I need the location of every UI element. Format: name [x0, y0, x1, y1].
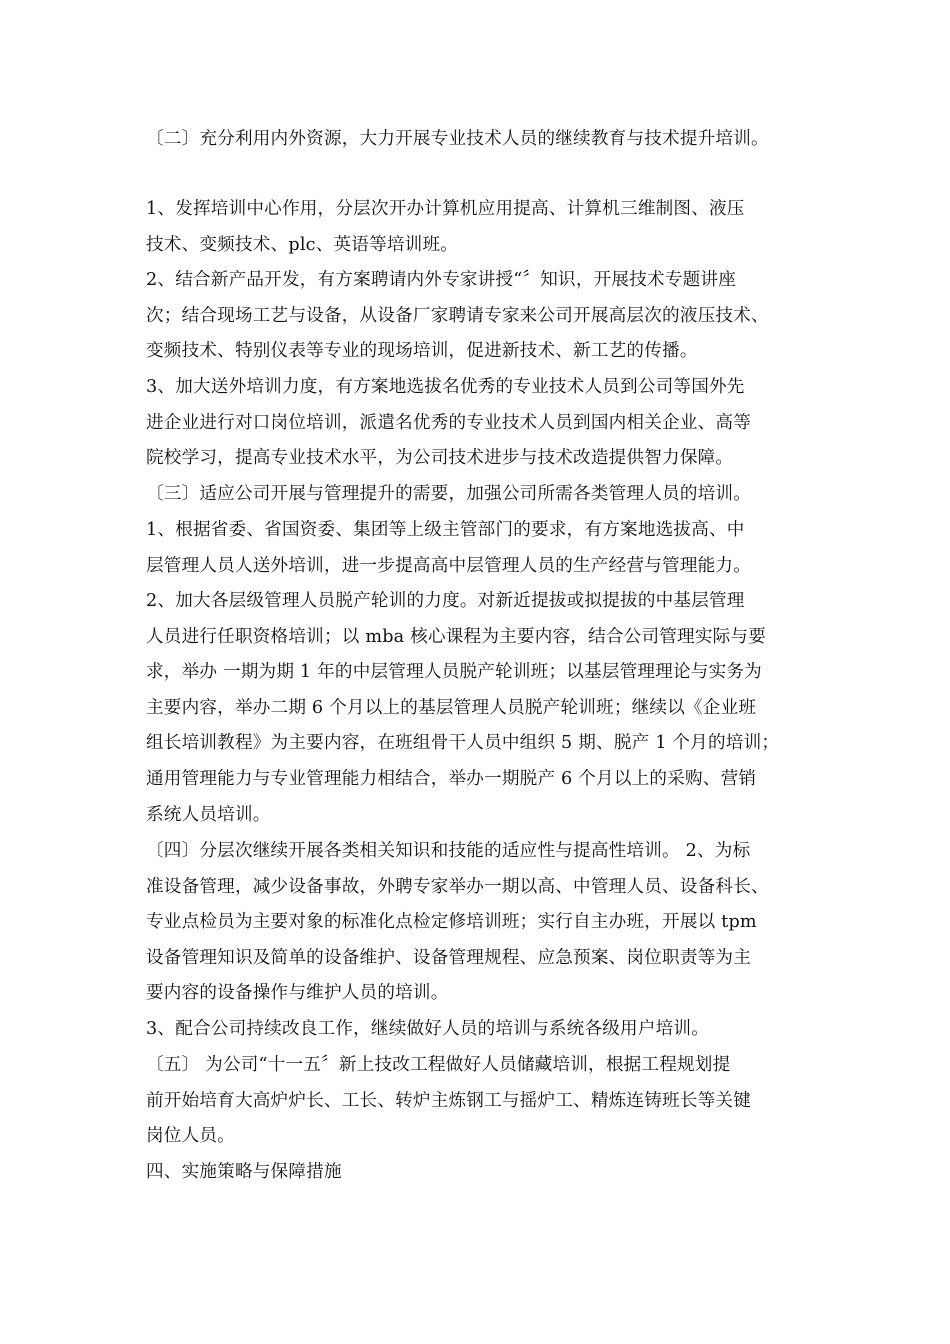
text-line: 院校学习，提高专业技术水平，为公司技术进步与技术改造提供智力保障。	[146, 448, 734, 469]
text-line: 准设备管理，减少设备事故，外聘专家举办一期以高、中管理人员、设备科长、	[146, 876, 769, 897]
paragraph-item-4	[146, 513, 806, 584]
text-line: 组长培训教程》为主要内容，在班组骨干人员中组织 5 期、脱产 1 个月的培训；	[146, 733, 780, 754]
text-line: 2、结合新产品开发，有方案聘请内外专家讲授“〞知识，开展技术专题讲座	[146, 270, 736, 290]
section-heading-5	[146, 1048, 806, 1155]
text-line: 层管理人员人送外培训，进一步提高高中层管理人员的生产经营与管理能力。	[146, 555, 751, 576]
text-line: 主要内容，举办二期 6 个月以上的基层管理人员脱产轮训班；继续以《企业班	[146, 697, 757, 718]
text-line: 通用管理能力与专业管理能力相结合，举办一期脱产 6 个月以上的采购、营销	[146, 768, 757, 789]
chapter-heading-4	[146, 1155, 806, 1191]
text-line: 进企业进行对口岗位培训，派遣名优秀的专业技术人员到国内相关企业、高等	[146, 412, 751, 433]
paragraph-item-2	[146, 263, 806, 370]
text-line: 前开始培育大高炉炉长、工长、转炉主炼钢工与摇炉工、精炼连铸班长等关键	[146, 1090, 751, 1111]
text-line: 技术、变频技术、plc、英语等培训班。	[146, 234, 459, 255]
text-line: 专业点检员为主要对象的标准化点检定修培训班；实行自主办班，开展以 tpm	[146, 912, 757, 933]
section-heading-2	[146, 122, 769, 158]
text-line: 系统人员培训。	[146, 804, 271, 825]
text-line: 〔四〕分层次继续开展各类相关知识和技能的适应性与提高性培训。 2、为标	[146, 841, 751, 861]
paragraph-item-3	[146, 370, 806, 477]
text-line: 2、加大各层级管理人员脱产轮训的力度。对新近提拔或拟提拔的中基层管理	[146, 591, 745, 611]
text-line: 3、配合公司持续改良工作，继续做好人员的培训与系统各级用户培训。	[146, 1019, 710, 1039]
text-line: 次；结合现场工艺与设备，从设备厂家聘请专家来公司开展高层次的液压技术、	[146, 305, 769, 326]
paragraph-item-5	[146, 584, 806, 833]
text-line: 四、实施策略与保障措施	[146, 1162, 342, 1182]
text-line: 人员进行任职资格培训；以 mba 核心课程为主要内容，结合公司管理实际与要	[146, 626, 767, 647]
text-line: 设备管理知识及简单的设备维护、设备管理规程、应急预案、岗位职责等为主	[146, 947, 751, 968]
text-line: 要内容的设备操作与维护人员的培训。	[146, 983, 449, 1004]
paragraph-item-1	[146, 192, 806, 263]
text-line: 岗位人员。	[146, 1126, 235, 1147]
text-line: 1、发挥培训中心作用，分层次开办计算机应用提高、计算机三维制图、液压	[146, 199, 745, 219]
text-line: 1、根据省委、省国资委、集团等上级主管部门的要求，有方案地选拔高、中	[146, 520, 745, 540]
section-heading-3	[146, 477, 806, 513]
text-line: 求，举办 一期为期 1 年的中层管理人员脱产轮训班；以基层管理理论与实务为	[146, 662, 762, 683]
text-line: 〔五〕 为公司“十一五〞新上技改工程做好人员储藏培训，根据工程规划提	[146, 1055, 731, 1075]
text-line: 〔二〕充分利用内外资源，大力开展专业技术人员的继续教育与技术提升培训。	[146, 129, 769, 149]
section-heading-4	[146, 834, 806, 1012]
text-line: 3、加大送外培训力度，有方案地选拔名优秀的专业技术人员到公司等国外先	[146, 377, 745, 397]
text-line: 变频技术、特别仪表等专业的现场培训，促进新技术、新工艺的传播。	[146, 341, 698, 362]
text-line: 〔三〕适应公司开展与管理提升的需要，加强公司所需各类管理人员的培训。	[146, 484, 751, 504]
paragraph-item-6	[146, 1012, 806, 1048]
